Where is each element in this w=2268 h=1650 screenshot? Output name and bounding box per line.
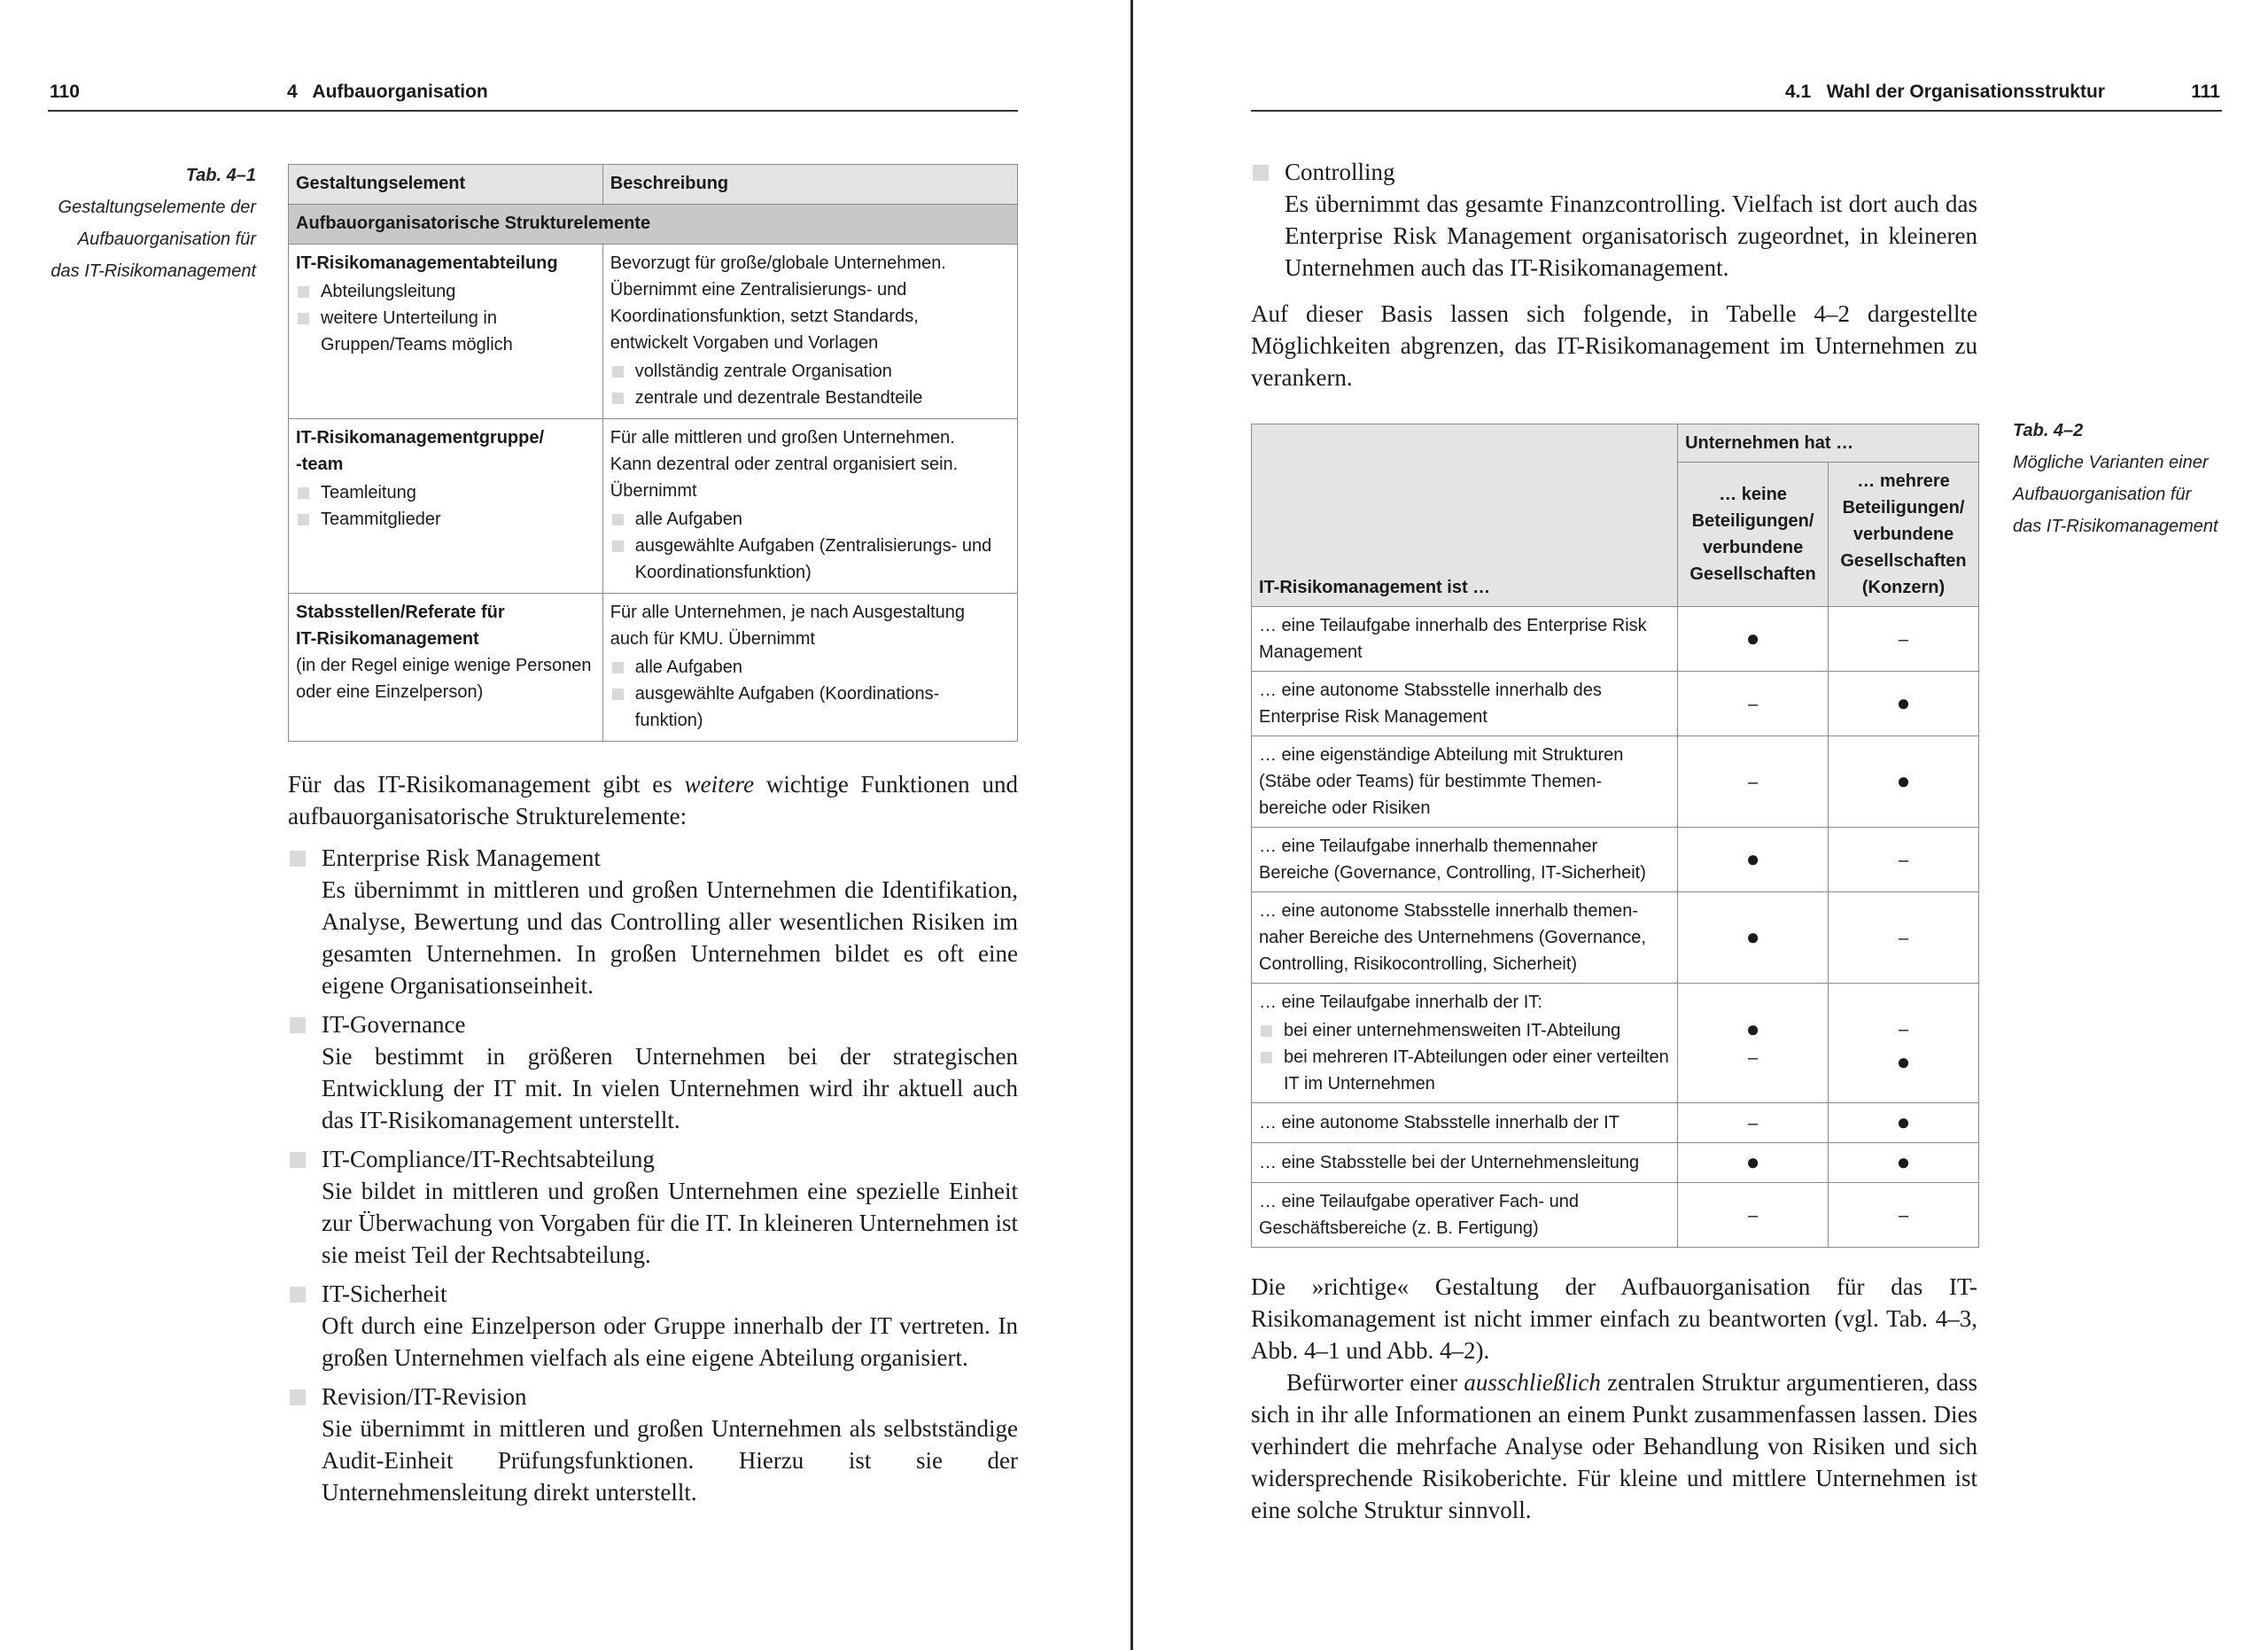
group-mark-cell bbox=[1829, 828, 1979, 892]
left-bullet-list bbox=[288, 842, 1018, 1515]
bullet-title: Revision/IT-Revision bbox=[322, 1383, 527, 1410]
description-line: Kann dezentral oder zentral organisiert sein. bbox=[610, 455, 959, 474]
filled-dot-icon: ● bbox=[1745, 923, 1760, 950]
row-label-cell bbox=[1252, 736, 1678, 828]
row-label-cell bbox=[1252, 672, 1678, 736]
bullet-text: Sie bildet in mittleren und großen Unternehmen eine spezielle Einheit zur Überwachung von Vorgaben für die IT. In kleineren Unternehmen ist sie meist Teil der Rechtsabteilung. bbox=[322, 1178, 1019, 1268]
paragraph-text bbox=[1251, 1366, 1977, 1526]
table-body bbox=[1252, 607, 1979, 1248]
element-title: -team bbox=[296, 455, 344, 474]
table-header-row bbox=[289, 165, 1018, 205]
description-line: Für alle Unternehmen, je nach Ausgestaltung bbox=[610, 603, 966, 622]
description-line: entwickelt Vorgaben und Vorlagen bbox=[610, 333, 879, 353]
description-line: Bevorzugt für große/globale Unternehmen. bbox=[610, 253, 946, 273]
bullet-text: Es übernimmt das gesamte Finanzcontrolling. Vielfach ist dort auch das Enterprise Risk Management organisatorisch zugeordnet, in kleineren Unternehmen auch das IT-Risikomanagement. bbox=[1285, 191, 1977, 281]
bullet-text: Es übernimmt in mittleren und großen Unternehmen die Identifikation, Analyse, Bewertung und das Controlling aller wesentlichen Risiken im gesamten Unternehmen. In großen Unternehmen bildet es oft eine eigene Organisationseinheit. bbox=[322, 876, 1018, 999]
table-cell-element bbox=[289, 594, 603, 742]
description-bullet: ausgewählte Aufgaben (Zentralisierungs- und Koordinationsfunktion) bbox=[610, 533, 1010, 586]
table-row bbox=[1252, 892, 1979, 984]
row-label-cell bbox=[1252, 607, 1678, 672]
row-label-line: … eine autonome Stabsstelle innerhalb des bbox=[1259, 681, 1602, 700]
table-4-1 bbox=[288, 164, 1018, 742]
bullet-title: IT-Sicherheit bbox=[322, 1280, 447, 1307]
table-cell-description bbox=[602, 594, 1017, 742]
column-header-line: … mehrere bbox=[1857, 471, 1950, 491]
description-line: Für alle mittleren und großen Unternehmen. bbox=[610, 428, 955, 448]
description-line: Übernimmt eine Zentralisierungs- und bbox=[610, 280, 907, 300]
row-label-line: … eine eigenständige Abteilung mit Strukturen bbox=[1259, 745, 1624, 765]
element-note: (in der Regel einige wenige Personen bbox=[296, 656, 592, 675]
table-4-1-caption-number: Tab. 4–1 bbox=[185, 166, 256, 185]
table-4-1-caption-line: Aufbauorganisation für bbox=[77, 230, 256, 249]
table-cell-description bbox=[602, 419, 1017, 594]
element-bullet: Teamleitung bbox=[296, 479, 595, 506]
group-mark-cell bbox=[1829, 1183, 1979, 1248]
bullet-title: Enterprise Risk Management bbox=[322, 844, 601, 871]
square-bullet-icon bbox=[290, 851, 306, 867]
table-header-cell: Gestaltungselement bbox=[289, 165, 603, 205]
left-running-head bbox=[48, 80, 1018, 112]
table-row bbox=[1252, 1103, 1979, 1143]
filled-dot-icon: ● bbox=[1896, 767, 1911, 794]
bullet-item bbox=[288, 1008, 1018, 1136]
column-header-line: Gesellschaften bbox=[1689, 564, 1816, 584]
paragraph-emphasis: ausschließlich bbox=[1464, 1369, 1601, 1396]
controlling-bullet bbox=[1251, 156, 1977, 291]
element-title: IT-Risikomanagementabteilung bbox=[296, 253, 558, 273]
row-sub-bullet-list bbox=[1259, 1017, 1670, 1097]
no-subsidiaries-mark-cell bbox=[1678, 1103, 1829, 1143]
table-header-row bbox=[1252, 424, 1979, 463]
row-label-line: Enterprise Risk Management bbox=[1259, 707, 1487, 727]
description-bullet: ausgewählte Aufgaben (Koordinations- funktion) bbox=[610, 681, 1010, 734]
group-header-cell: Unternehmen hat … bbox=[1678, 424, 1979, 463]
table-4-2-caption-line: das IT-Risikomanagement bbox=[2013, 517, 2218, 536]
no-subsidiaries-mark-cell bbox=[1678, 984, 1829, 1103]
paragraph-text: Die »richtige« Gestaltung der Aufbauorganisation für das IT-Risikomanagement ist nicht immer einfach zu beantworten (vgl. Tab. 4–3, Abb. 4–1 und Abb. 4–2). bbox=[1251, 1273, 1977, 1364]
row-label-line: Geschäftsbereiche (z. B. Fertigung) bbox=[1259, 1218, 1539, 1238]
group-mark-cell bbox=[1829, 892, 1979, 984]
bullet-title: IT-Governance bbox=[322, 1011, 466, 1038]
filled-dot-icon: ● bbox=[1745, 625, 1760, 651]
filled-dot-icon: ● bbox=[1896, 1148, 1911, 1175]
filled-dot-icon: ● bbox=[1896, 689, 1911, 716]
bullet-item bbox=[288, 1381, 1018, 1508]
intro-emphasis: weitere bbox=[684, 771, 755, 798]
description-line: Koordinationsfunktion, setzt Standards, bbox=[610, 307, 919, 326]
table-4-1-caption bbox=[39, 160, 256, 287]
row-label-line: Bereiche (Governance, Controlling, IT-Sicherheit) bbox=[1259, 863, 1646, 883]
right-paragraph-1 bbox=[1251, 298, 1977, 393]
left-intro-paragraph bbox=[288, 768, 1018, 832]
row-label-line: … eine Teilaufgabe innerhalb der IT: bbox=[1259, 992, 1542, 1012]
row-sub-bullet: bei mehreren IT-Abteilungen oder einer verteilten IT im Unternehmen bbox=[1259, 1044, 1670, 1097]
table-4-2-caption-line: Aufbauorganisation für bbox=[2013, 485, 2192, 504]
left-chapter-title: 4 Aufbauorganisation bbox=[287, 82, 488, 102]
group-mark-cell bbox=[1829, 607, 1979, 672]
row-label-cell bbox=[1252, 1183, 1678, 1248]
table-4-2-caption-line: Mögliche Varianten einer bbox=[2013, 453, 2209, 472]
filled-dot-icon: ● bbox=[1745, 1148, 1760, 1175]
row-header-cell: IT-Risikomanagement ist … bbox=[1252, 424, 1678, 607]
description-bullet: vollständig zentrale Organisation bbox=[610, 358, 1010, 385]
row-label-line: … eine Stabsstelle bei der Unternehmensleitung bbox=[1259, 1153, 1640, 1172]
table-cell-element bbox=[289, 419, 603, 594]
table-row bbox=[1252, 984, 1979, 1103]
no-subsidiaries-mark-cell bbox=[1678, 828, 1829, 892]
table-row bbox=[1252, 1143, 1979, 1183]
dash-mark: – bbox=[1898, 928, 1909, 948]
element-title: IT-Risikomanagementgruppe/ bbox=[296, 428, 545, 448]
column-header-line: … keine bbox=[1719, 485, 1787, 504]
element-title: Stabsstellen/Referate für bbox=[296, 603, 505, 622]
bullet-item bbox=[288, 842, 1018, 1001]
left-page-number: 110 bbox=[50, 82, 80, 102]
dash-mark: – bbox=[1747, 1113, 1759, 1133]
element-bullet: weitere Unterteilung in Gruppen/Teams möglich bbox=[296, 305, 595, 358]
table-4-2-caption bbox=[2013, 415, 2252, 542]
row-label-line: Controlling, Risikocontrolling, Sicherheit) bbox=[1259, 954, 1578, 974]
column-header-line: (Konzern) bbox=[1861, 578, 1946, 597]
table-cell-description bbox=[602, 245, 1017, 419]
column-header-line: verbundene bbox=[1702, 538, 1804, 557]
no-subsidiaries-mark-cell bbox=[1678, 672, 1829, 736]
row-label-line: naher Bereiche des Unternehmens (Governance, bbox=[1259, 928, 1646, 947]
bullet-item bbox=[288, 1278, 1018, 1374]
square-bullet-icon bbox=[1253, 165, 1269, 181]
right-section-title: 4.1 Wahl der Organisationsstruktur bbox=[1785, 82, 2105, 102]
paragraph-text: Befürworter einer bbox=[1286, 1369, 1464, 1396]
right-page-number: 111 bbox=[2191, 82, 2220, 102]
table-4-1-caption-line: Gestaltungselemente der bbox=[58, 198, 256, 217]
paragraph-text: Auf dieser Basis lassen sich folgende, in Tabelle 4–2 dargestellte Möglichkeiten abgrenzen, das IT-Risikomanagement im Unternehmen zu verankern. bbox=[1251, 300, 1977, 391]
filled-dot-icon: ● bbox=[1745, 845, 1760, 872]
right-page bbox=[1136, 0, 2268, 1650]
square-bullet-icon bbox=[290, 1389, 306, 1405]
table-row bbox=[1252, 828, 1979, 892]
row-label-cell bbox=[1252, 984, 1678, 1103]
group-mark-cell bbox=[1829, 1143, 1979, 1183]
row-label-line: bereiche oder Risiken bbox=[1259, 798, 1431, 818]
row-label-line: Management bbox=[1259, 642, 1363, 662]
bullet-text: Oft durch eine Einzelperson oder Gruppe innerhalb der IT vertreten. In großen Unternehmen vielfach als eine eigene Abteilung organisiert. bbox=[322, 1312, 1018, 1371]
group-mark-cell bbox=[1829, 1103, 1979, 1143]
paragraph-text: zentralen Struktur argumentieren, dass sich in ihr alle Informationen an einem Punkt zusammenfassen lassen. Dies verhindert die mehrfache Analyse oder Behandlung von Risiken und sich widersprechende Risikoberichte. Für kleine und mittlere Unternehmen ist eine solche Struktur sinnvoll. bbox=[1251, 1369, 1977, 1523]
table-header-cell: Beschreibung bbox=[602, 165, 1017, 205]
table-4-2-caption-number: Tab. 4–2 bbox=[2013, 421, 2084, 440]
no-subsidiaries-mark-cell bbox=[1678, 892, 1829, 984]
row-label-cell bbox=[1252, 828, 1678, 892]
right-running-head bbox=[1251, 80, 2222, 112]
row-label-line: … eine Teilaufgabe innerhalb themennaher bbox=[1259, 837, 1598, 856]
dash-mark: – bbox=[1898, 850, 1909, 870]
column-header-line: Beteiligungen/ bbox=[1842, 498, 1965, 518]
right-paragraph-2 bbox=[1251, 1271, 1977, 1526]
row-sub-bullet: bei einer unternehmensweiten IT-Abteilung bbox=[1259, 1017, 1670, 1044]
no-subsidiaries-mark-cell bbox=[1678, 736, 1829, 828]
column-header-group bbox=[1829, 463, 1979, 607]
element-note: oder eine Einzelperson) bbox=[296, 682, 484, 702]
table-row bbox=[289, 245, 1018, 419]
group-mark-cell bbox=[1829, 984, 1979, 1103]
description-bullet: alle Aufgaben bbox=[610, 654, 1010, 681]
bullet-text: Sie übernimmt in mittleren und großen Unternehmen als selbstständige Audit-Einheit Prüfungsfunktionen. Hierzu ist sie der Unternehmensleitung direkt unterstellt. bbox=[322, 1415, 1018, 1506]
element-title: IT-Risikomanagement bbox=[296, 629, 479, 649]
table-4-2 bbox=[1251, 424, 1979, 1248]
table-4-1-caption-line: das IT-Risikomanagement bbox=[50, 261, 256, 281]
row-label-line: … eine autonome Stabsstelle innerhalb themen- bbox=[1259, 901, 1639, 921]
square-bullet-icon bbox=[290, 1152, 306, 1168]
bullet-text: Sie bestimmt in größeren Unternehmen bei der strategischen Entwicklung der IT mit. In vielen Unternehmen wird ihr aktuell auch das IT-Risikomanagement unterstellt. bbox=[322, 1043, 1018, 1133]
row-label-cell bbox=[1252, 1103, 1678, 1143]
page-gutter-divider bbox=[1130, 0, 1133, 1650]
square-bullet-icon bbox=[290, 1287, 306, 1303]
dash-mark: – bbox=[1747, 694, 1759, 714]
row-label-cell bbox=[1252, 1143, 1678, 1183]
dash-mark: – bbox=[1747, 1205, 1759, 1226]
table-row bbox=[289, 419, 1018, 594]
table-row bbox=[1252, 1183, 1979, 1248]
description-line: auch für KMU. Übernimmt bbox=[610, 629, 815, 649]
table-row bbox=[1252, 672, 1979, 736]
square-bullet-icon bbox=[290, 1017, 306, 1033]
description-line: Übernimmt bbox=[610, 481, 697, 501]
table-row bbox=[289, 594, 1018, 742]
column-header-line: verbundene bbox=[1852, 525, 1954, 544]
table-row bbox=[1252, 607, 1979, 672]
column-header-line: Gesellschaften bbox=[1840, 551, 1967, 571]
dash-mark: – bbox=[1747, 1048, 1759, 1068]
row-label-cell bbox=[1252, 892, 1678, 984]
element-bullet: Abteilungsleitung bbox=[296, 278, 595, 305]
left-page bbox=[0, 0, 1130, 1650]
no-subsidiaries-mark-cell bbox=[1678, 1143, 1829, 1183]
intro-text: Für das IT-Risikomanagement gibt es bbox=[288, 771, 685, 798]
table-cell-element bbox=[289, 245, 603, 419]
description-bullet: zentrale und dezentrale Bestandteile bbox=[610, 385, 1010, 411]
row-label-line: … eine Teilaufgabe innerhalb des Enterprise Risk bbox=[1259, 616, 1647, 635]
row-label-line: … eine Teilaufgabe operativer Fach- und bbox=[1259, 1192, 1579, 1211]
dash-mark: – bbox=[1898, 629, 1909, 650]
table-section-label: Aufbauorganisatorische Strukturelemente bbox=[289, 205, 1018, 245]
row-label-line: … eine autonome Stabsstelle innerhalb der IT bbox=[1259, 1113, 1619, 1132]
bullet-title: IT-Compliance/IT-Rechtsabteilung bbox=[322, 1146, 655, 1172]
intro-text: wichtige Funktionen und aufbauorganisatorische Strukturelemente: bbox=[288, 771, 1018, 829]
table-row bbox=[1252, 736, 1979, 828]
no-subsidiaries-mark-cell bbox=[1678, 607, 1829, 672]
dash-mark: – bbox=[1747, 772, 1759, 792]
row-label-line: (Stäbe oder Teams) für bestimmte Themen- bbox=[1259, 772, 1603, 791]
bullet-item bbox=[288, 1143, 1018, 1271]
element-bullet: Teammitglieder bbox=[296, 506, 595, 533]
bullet-item bbox=[1251, 156, 1977, 284]
no-subsidiaries-mark-cell bbox=[1678, 1183, 1829, 1248]
filled-dot-icon: ● bbox=[1745, 1016, 1760, 1042]
filled-dot-icon: ● bbox=[1896, 1048, 1911, 1075]
column-header-line: Beteiligungen/ bbox=[1691, 511, 1814, 531]
filled-dot-icon: ● bbox=[1896, 1109, 1911, 1135]
column-header-no-subsidiaries bbox=[1678, 463, 1829, 607]
dash-mark: – bbox=[1898, 1020, 1909, 1039]
dash-mark: – bbox=[1898, 1205, 1909, 1226]
group-mark-cell bbox=[1829, 736, 1979, 828]
group-mark-cell bbox=[1829, 672, 1979, 736]
description-bullet: alle Aufgaben bbox=[610, 506, 1010, 533]
bullet-title: Controlling bbox=[1285, 159, 1395, 185]
table-section-row bbox=[289, 205, 1018, 245]
